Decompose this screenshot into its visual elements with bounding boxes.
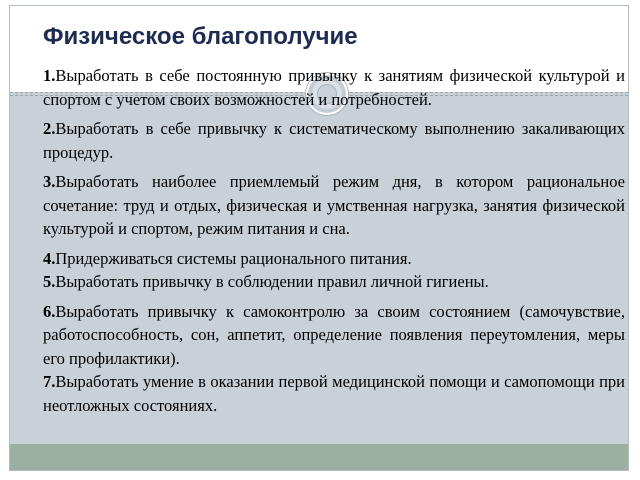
item-number: 5. [43, 272, 56, 291]
list-item-4 [43, 247, 625, 271]
item-number: 1. [43, 66, 56, 85]
item-number: 7. [43, 372, 56, 391]
item-number: 4. [43, 248, 56, 268]
slide [9, 5, 629, 471]
list-item-7 [43, 370, 625, 417]
item-text: Выработать привычку к самоконтролю за своим состоянием (самочувствие, работоспособность, сон, аппетит, определение появления переутомления, меры его профилактики). [43, 301, 625, 368]
item-text: Выработать в себе привычку к систематическому выполнению закаливающих процедур. [43, 119, 625, 162]
slide-content [43, 64, 625, 417]
list-item-6 [43, 300, 625, 371]
item-text: Выработать привычку в соблюдении правил личной гигиены. [55, 272, 489, 291]
slide-title: Физическое благополучие [43, 23, 358, 50]
item-text: Выработать в себе постоянную привычку к занятиям физической культурой и спортом с учетом своих возможностей и потребностей. [43, 66, 625, 109]
item-text: Придерживаться системы рационального питания. [55, 248, 412, 268]
list-item-1 [43, 64, 625, 111]
list-item-5 [43, 270, 625, 294]
footer-bar [10, 444, 628, 470]
item-text: Выработать наиболее приемлемый режим дня, в котором рациональное сочетание: труд и отдых, физическая и умственная нагрузка, занятия физической культурой и спортом, режим питания и сна. [43, 172, 625, 238]
item-text: Выработать умение в оказании первой медицинской помощи и самопомощи при неотложных состояниях. [43, 372, 625, 415]
list-item-3 [43, 170, 625, 241]
item-number: 2. [43, 119, 56, 138]
item-number: 6. [43, 301, 56, 321]
item-number: 3. [43, 172, 56, 191]
list-item-2 [43, 117, 625, 164]
